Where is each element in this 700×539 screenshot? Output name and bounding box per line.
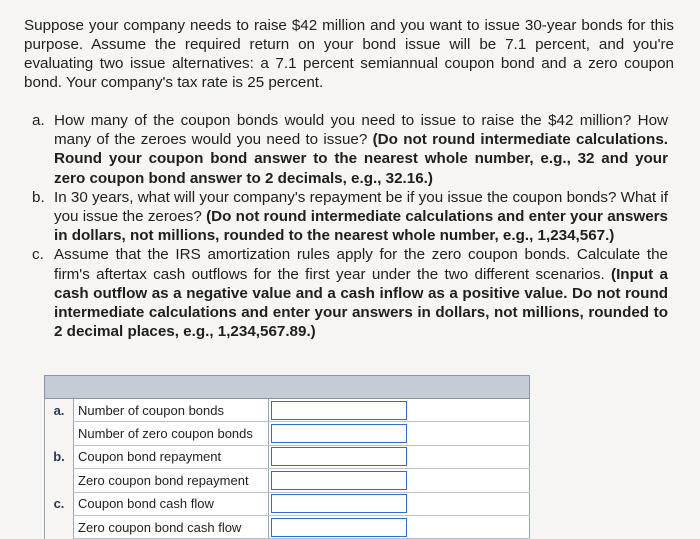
row-letter (45, 515, 74, 538)
table-row (45, 469, 530, 492)
question-letter: b. (32, 188, 45, 206)
row-label: Coupon bond repayment (74, 445, 269, 468)
row-letter: c. (45, 492, 74, 515)
question-letter: c. (32, 246, 44, 264)
coupon-bond-repayment-input[interactable] (271, 447, 407, 466)
problem-statement: Suppose your company needs to raise $42 million and you want to issue 30-year bonds for this purpose. Assume the required return on your bond issue will be 7.1 percent, and you're evaluating two issue alternatives: a 7.1 percent semiannual coupon bond and a zero coupon bond. Your company's tax rate is 25 percent. (24, 17, 674, 91)
coupon-bond-cash-flow-input[interactable] (271, 494, 407, 513)
row-label: Zero coupon bond cash flow (74, 515, 269, 538)
question-letter: a. (32, 112, 45, 129)
question-list (32, 111, 668, 341)
row-label: Coupon bond cash flow (74, 492, 269, 515)
question-text: How many of the coupon bonds would you need to issue to raise the $42 million? How many of the zeroes would you need to issue? (54, 112, 668, 149)
zero-coupon-bond-cash-flow-input[interactable] (271, 518, 407, 537)
question-instructions: (Input a cash outflow as a negative value and a cash inflow as a positive value. Do not round intermediate calculations and enter your answers in dollars, not millions, rounded to 2 decimal places, e.g., 1,234,567.89.) (54, 265, 668, 341)
question-instructions: (Do not round intermediate calculations and enter your answers in dollars, not millions, rounded to the nearest whole number, e.g., 1,234,567.) (54, 208, 668, 245)
coupon-bonds-count-input[interactable] (271, 401, 407, 420)
row-label: Number of coupon bonds (74, 399, 269, 422)
zero-coupon-bond-repayment-input[interactable] (271, 471, 407, 490)
table-row (45, 445, 530, 468)
table-header (45, 376, 530, 399)
question-b (32, 188, 668, 246)
row-letter: a. (45, 399, 74, 422)
row-label: Number of zero coupon bonds (74, 422, 269, 445)
question-instructions: (Do not round intermediate calculations. Round your coupon bond answer to the nearest whole number, e.g., 32 and your zero coupon bond answer to 2 decimals, e.g., 32.16.) (54, 131, 668, 187)
table-row (45, 399, 530, 422)
table-header-cell (45, 376, 530, 399)
row-letter (45, 422, 74, 445)
question-c (32, 245, 668, 341)
zero-coupon-bonds-count-input[interactable] (271, 424, 407, 443)
table-row (45, 422, 530, 445)
row-letter (45, 469, 74, 492)
question-text: In 30 years, what will your company's repayment be if you issue the coupon bonds? What if you issue the zeroes? (54, 188, 668, 226)
row-letter: b. (45, 445, 74, 468)
table-row (45, 492, 530, 515)
row-label: Zero coupon bond repayment (74, 469, 269, 492)
answer-table (44, 375, 530, 539)
table-row (45, 515, 530, 538)
question-a (32, 111, 668, 188)
question-text: Assume that the IRS amortization rules apply for the zero coupon bonds. Calculate the firm's aftertax cash outflows for the first year under the two different scenarios. (54, 246, 668, 283)
